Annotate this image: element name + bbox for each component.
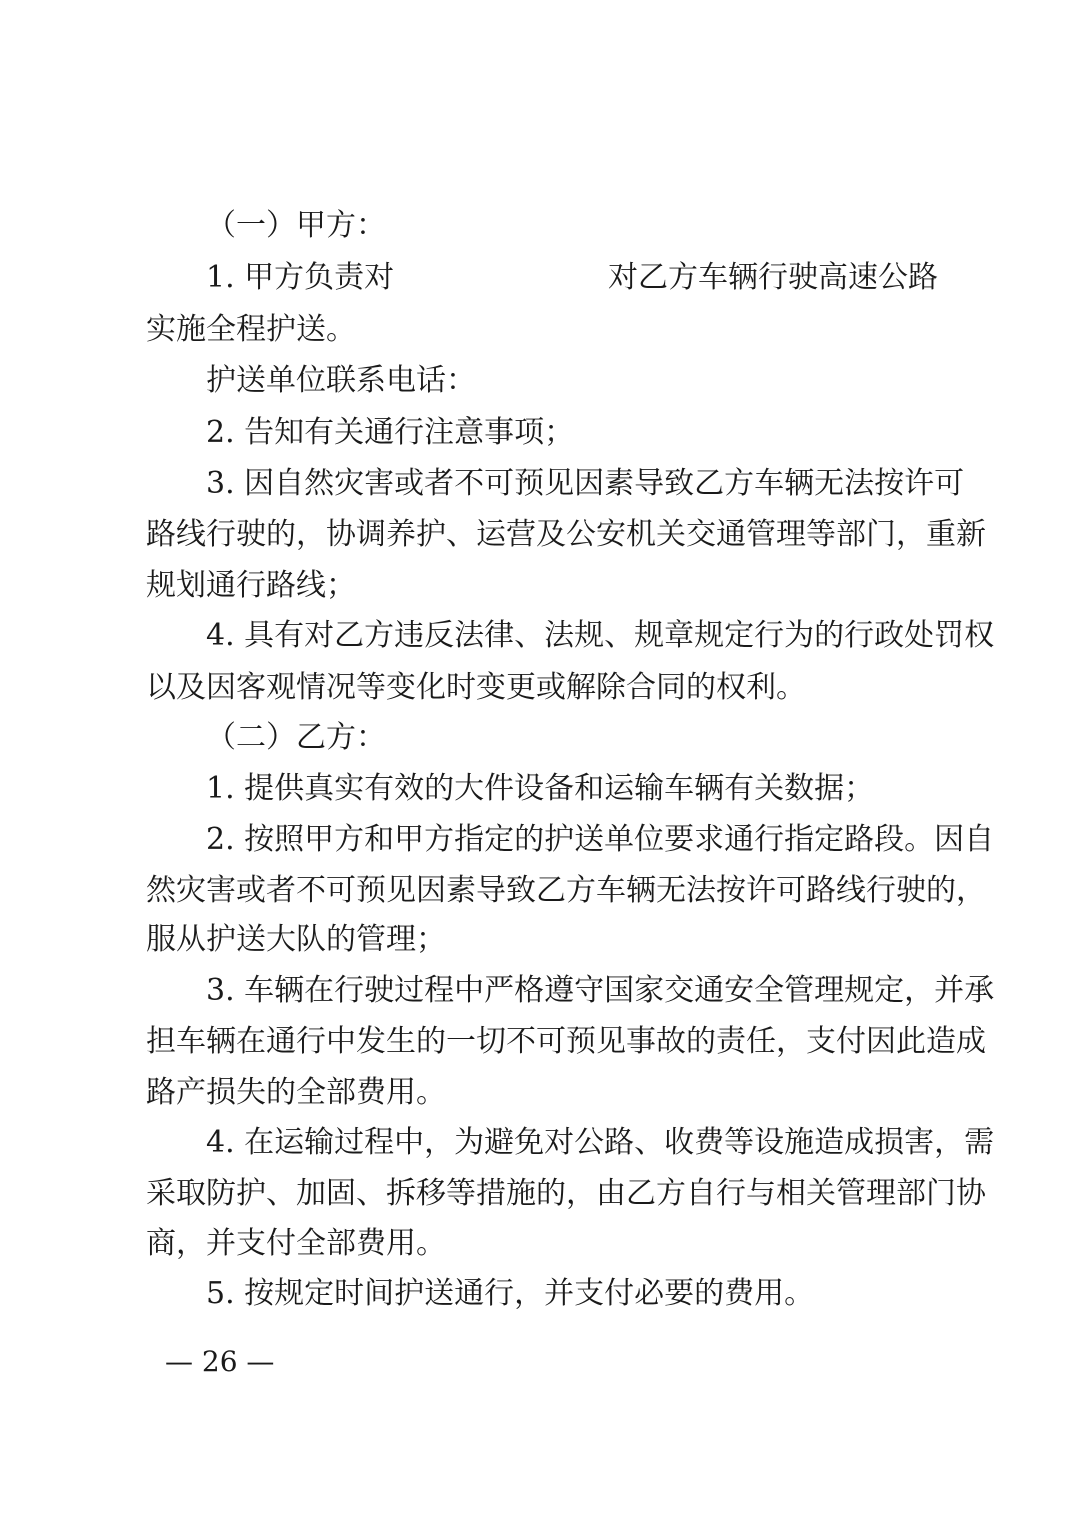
- party-b-item-4-line-1: 4. 在运输过程中，为避免对公路、收费等设施造成损害，需: [206, 1125, 995, 1160]
- party-a-item-4-line-2: 以及因客观情况等变化时变更或解除合同的权利。: [146, 670, 806, 705]
- party-b-item-2-line-3: 服从护送大队的管理；: [146, 922, 446, 957]
- party-a-item-3-line-2: 路线行驶的，协调养护、运营及公安机关交通管理等部门，重新: [146, 517, 986, 552]
- party-a-item-1-continued: 实施全程护送。: [146, 312, 356, 347]
- party-a-item-1-start: 1. 甲方负责对: [206, 260, 395, 295]
- party-b-item-3-line-1: 3. 车辆在行驶过程中严格遵守国家交通安全管理规定，并承: [206, 973, 995, 1008]
- party-b-item-2-line-1: 2. 按照甲方和甲方指定的护送单位要求通行指定路段。因自: [206, 822, 995, 857]
- party-a-item-4-line-1: 4. 具有对乙方违反法律、法规、规章规定行为的行政处罚权: [206, 618, 995, 653]
- party-a-item-1: [206, 252, 938, 304]
- party-b-item-1: 1. 提供真实有效的大件设备和运输车辆有关数据；: [206, 771, 875, 806]
- party-a-contact-label: 护送单位联系电话：: [206, 363, 476, 398]
- party-a-item-1-end: 对乙方车辆行驶高速公路: [608, 260, 938, 295]
- party-b-item-4-line-3: 商，并支付全部费用。: [146, 1226, 446, 1261]
- page-number: — 26 —: [165, 1345, 275, 1378]
- party-b-heading: （二）乙方：: [206, 720, 386, 755]
- party-a-item-2: 2. 告知有关通行注意事项；: [206, 415, 575, 450]
- party-a-item-3-line-1: 3. 因自然灾害或者不可预见因素导致乙方车辆无法按许可: [206, 466, 965, 501]
- party-b-item-3-line-2: 担车辆在通行中发生的一切不可预见事故的责任，支付因此造成: [146, 1024, 986, 1059]
- party-a-item-3-line-3: 规划通行路线；: [146, 568, 356, 603]
- party-b-item-5: 5. 按规定时间护送通行，并支付必要的费用。: [206, 1276, 815, 1311]
- party-b-item-3-line-3: 路产损失的全部费用。: [146, 1075, 446, 1110]
- party-b-item-2-line-2: 然灾害或者不可预见因素导致乙方车辆无法按许可路线行驶的，: [146, 873, 986, 908]
- party-b-item-4-line-2: 采取防护、加固、拆移等措施的，由乙方自行与相关管理部门协: [146, 1176, 986, 1211]
- party-a-heading: （一）甲方：: [206, 208, 386, 243]
